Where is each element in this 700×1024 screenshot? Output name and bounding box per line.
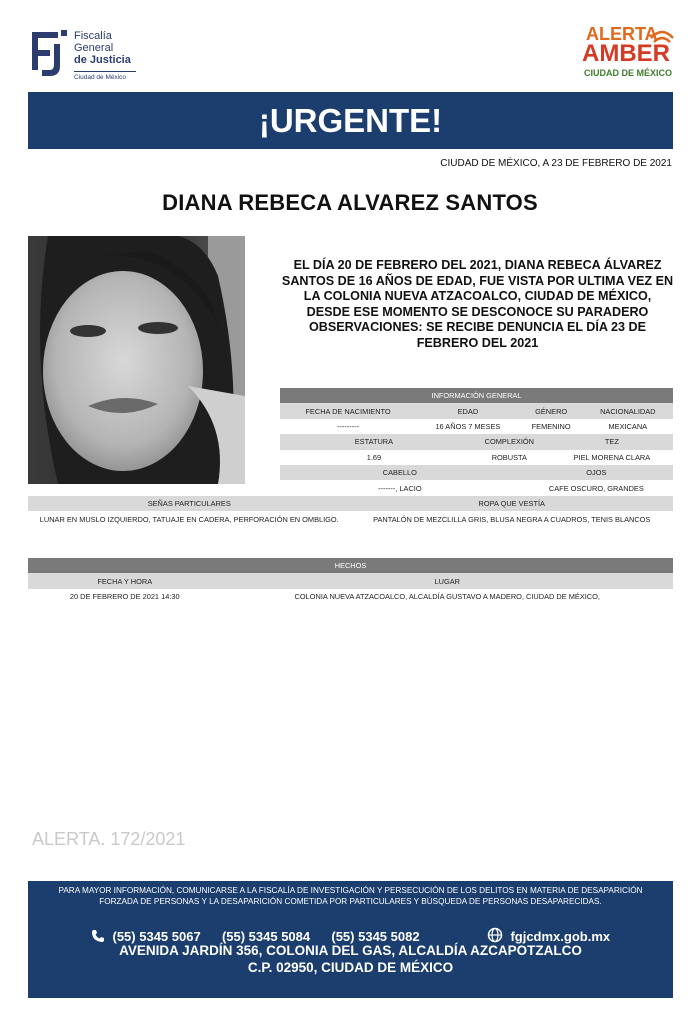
case-narrative: EL DÍA 20 DE FEBRERO DEL 2021, DIANA REBECA ÁLVAREZ SANTOS DE 16 AÑOS DE EDAD, FUE VISTA POR ULTIMA VEZ EN LA COLONIA NUEVA ATZACOALCO, CIUDAD DE MÉXICO, DESDE ESE MOMENTO SE DESCONOCE SU PARADERO OBSERVACIONES: SE RECIBE DENUNCIA EL DÍA 23 DE FEBRERO DEL 2021 — [281, 258, 674, 350]
signal-waves-icon — [650, 26, 674, 46]
value-place: COLONIA NUEVA ATZACOALCO, ALCALDÍA GUSTAVO A MADERO, CIUDAD DE MÉXICO, — [294, 591, 600, 601]
portrait-image — [28, 236, 245, 484]
value-hair: -------, LACIO — [378, 483, 422, 493]
label-build: COMPLEXIÓN — [484, 437, 534, 447]
value-datetime: 20 DE FEBRERO DE 2021 14:30 — [69, 591, 180, 601]
label-age: EDAD — [457, 406, 479, 416]
value-clothing: PANTALÓN DE MEZCLILLA GRIS, BLUSA NEGRA A CUADROS, TENIS BLANCOS — [373, 514, 651, 524]
label-nationality: NACIONALIDAD — [600, 406, 656, 416]
facts-title: HECHOS — [28, 558, 673, 573]
website-link[interactable]: fgjcdmx.gob.mx — [510, 929, 611, 944]
label-hair: CABELLO — [382, 468, 417, 478]
missing-person-photo — [28, 236, 245, 484]
label-height: ESTATURA — [354, 437, 394, 447]
value-skin: PIEL MORENA CLARA — [573, 452, 651, 462]
alert-code: ALERTA. 172/2021 — [32, 829, 186, 849]
value-nationality: MEXICANA — [608, 421, 648, 431]
footer-address-line-1: AVENIDA JARDÍN 356, COLONIA DEL GAS, ALCALDÍA AZCAPOTZALCO — [119, 943, 582, 958]
value-height: 1.69 — [366, 452, 382, 462]
fgj-logo — [28, 26, 138, 84]
amber-line-2: AMBER — [582, 40, 670, 67]
fgj-name — [74, 30, 131, 66]
label-clothing: ROPA QUE VESTÍA — [478, 499, 545, 509]
label-place: LUGAR — [434, 576, 460, 586]
urgent-banner — [28, 92, 673, 149]
value-eyes: CAFE OSCURO, GRANDES — [548, 483, 644, 493]
globe-icon — [487, 927, 503, 943]
features-table — [28, 496, 673, 527]
label-skin: TEZ — [604, 437, 619, 447]
footer-info-text: PARA MAYOR INFORMACIÓN, COMUNICARSE A LA FISCALÍA DE INVESTIGACIÓN Y PERSECUCIÓN DE LOS DELITOS EN MATERIA DE DESAPARICIÓN FORZADA DE PERSONAS Y LA DESAPARICIÓN COMETIDA POR PARTICULARES Y BÚSQUEDA DE PERSONAS DESAPARECIDAS. — [58, 886, 643, 906]
value-build: ROBUSTA — [491, 452, 527, 462]
phone-number-2[interactable]: (55) 5345 5084 — [221, 929, 311, 944]
phone-icon — [91, 929, 105, 943]
footer-address-line-2: C.P. 02950, CIUDAD DE MÉXICO — [247, 960, 454, 975]
label-birthdate: FECHA DE NACIMIENTO — [305, 406, 391, 416]
general-info-title: INFORMACIÓN GENERAL — [280, 388, 673, 403]
fgj-subtitle: Ciudad de México — [74, 71, 136, 81]
fgj-line-2: General — [74, 42, 114, 54]
label-datetime: FECHA Y HORA — [97, 576, 153, 586]
amber-line-1: ALERTA — [586, 24, 658, 44]
amber-line-3: CIUDAD DE MÉXICO — [584, 68, 673, 78]
fgj-line-3: de Justicia — [74, 54, 131, 66]
general-info-table — [280, 388, 673, 496]
value-age: 16 AÑOS 7 MESES — [435, 421, 501, 431]
fgj-emblem-icon — [28, 26, 70, 82]
label-eyes: OJOS — [586, 468, 607, 478]
footer-contact-line — [28, 927, 673, 944]
urgent-text: ¡URGENTE! — [258, 102, 443, 139]
label-gender: GÉNERO — [535, 406, 568, 416]
date-line: CIUDAD DE MÉXICO, A 23 DE FEBRERO DE 2021 — [440, 158, 672, 169]
alerta-amber-logo — [580, 24, 675, 86]
phone-number-1[interactable]: (55) 5345 5067 — [112, 929, 201, 944]
value-distinguishing-marks: LUNAR EN MUSLO IZQUIERDO, TATUAJE EN CADERA, PERFORACIÓN EN OMBLIGO. — [39, 514, 339, 524]
value-gender: FEMENINO — [531, 421, 571, 431]
phone-number-3[interactable]: (55) 5345 5082 — [331, 929, 420, 944]
fgj-line-1: Fiscalía — [74, 30, 112, 42]
value-birthdate: --------- — [336, 421, 360, 431]
person-name: DIANA REBECA ALVAREZ SANTOS — [162, 190, 538, 215]
label-distinguishing-marks: SEÑAS PARTICULARES — [147, 499, 231, 509]
facts-table — [28, 558, 673, 604]
contact-footer — [28, 881, 673, 998]
